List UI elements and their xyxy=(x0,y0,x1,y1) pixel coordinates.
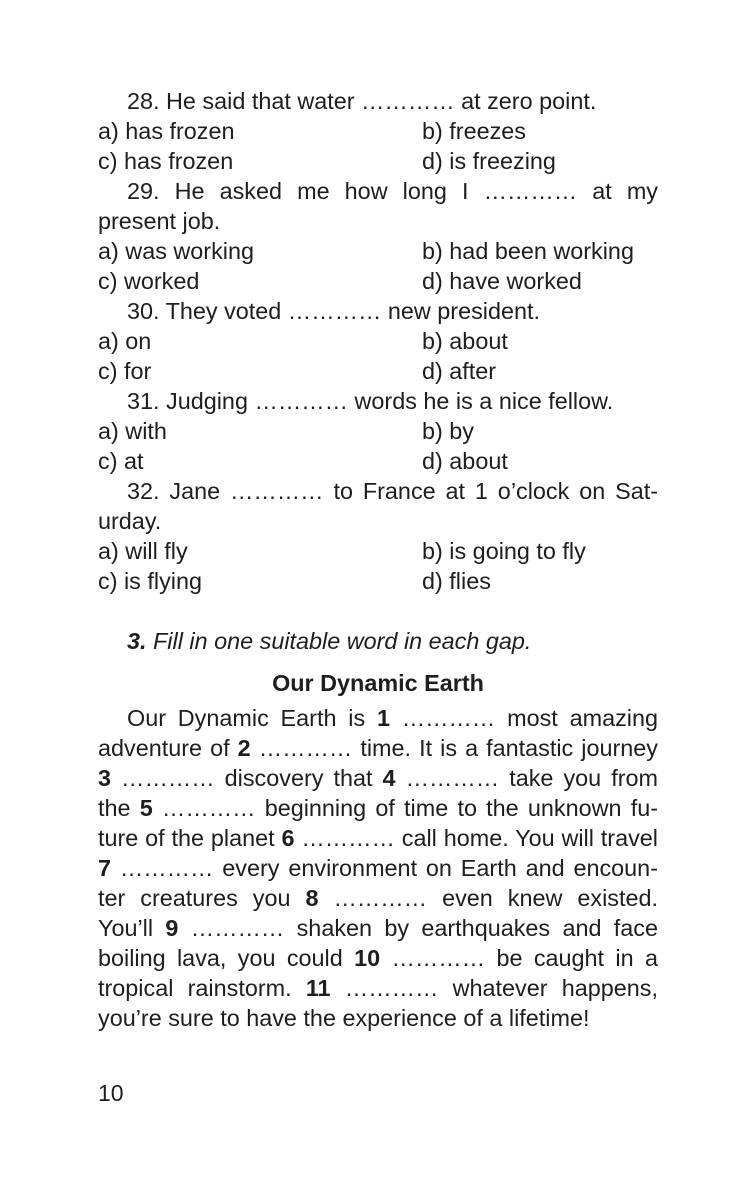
passage-text: ………… take you from the xyxy=(98,765,658,821)
gap-number: 6 xyxy=(281,825,295,851)
page-content xyxy=(98,86,658,1033)
answer-row xyxy=(98,566,658,596)
gap-number: 9 xyxy=(165,915,179,941)
option-c: c) has frozen xyxy=(98,148,234,174)
question-28-text: 28. He said that water ………… at zero point. xyxy=(127,88,597,114)
passage-text: Our Dynamic Earth is xyxy=(127,705,377,731)
passage-text: ………… beginning of time to the unknown future of the planet xyxy=(98,795,658,851)
question-28 xyxy=(98,86,658,176)
passage-text: ………… be caught in a tropical rainstorm. xyxy=(98,945,658,1001)
gap-number: 2 xyxy=(237,735,251,761)
passage-text: ………… every environment on Earth and encounter creatures you xyxy=(98,855,658,911)
question-32-text-line1: 32. Jane ………… to France at 1 o’clock on Sat- xyxy=(127,478,658,504)
question-31-text: 31. Judging ………… words he is a nice fellow. xyxy=(127,388,614,414)
passage-title: Our Dynamic Earth xyxy=(272,670,484,696)
passage-text: ………… even knew existed. You’ll xyxy=(98,885,658,941)
answer-row xyxy=(98,536,658,566)
task-text: Fill in one suitable word in each gap. xyxy=(153,628,532,654)
option-d: d) flies xyxy=(422,568,491,594)
passage-body xyxy=(98,703,658,1033)
gap-number: 1 xyxy=(376,705,390,731)
option-c: c) worked xyxy=(98,268,200,294)
gap-number: 5 xyxy=(139,795,153,821)
passage-text: ………… whatever happens, you’re sure to have the experience of a lifetime! xyxy=(98,975,658,1031)
answer-row xyxy=(98,416,658,446)
option-a: a) was working xyxy=(98,238,254,264)
option-b: b) freezes xyxy=(422,118,527,144)
option-a: a) has frozen xyxy=(98,118,235,144)
passage-text: ………… discovery that xyxy=(111,765,383,791)
option-b: b) by xyxy=(422,418,475,444)
task-instruction xyxy=(98,626,658,656)
gap-number: 8 xyxy=(305,885,319,911)
option-a: a) with xyxy=(98,418,167,444)
option-c: c) at xyxy=(98,448,144,474)
passage xyxy=(98,703,658,1033)
option-a: a) will fly xyxy=(98,538,188,564)
answer-row xyxy=(98,356,658,386)
option-a: a) on xyxy=(98,328,152,354)
gap-number: 10 xyxy=(354,945,381,971)
option-b: b) had been working xyxy=(422,238,634,264)
gap-number: 4 xyxy=(382,765,396,791)
gap-number: 7 xyxy=(98,855,112,881)
option-b: b) is going to fly xyxy=(422,538,586,564)
question-29-text-line1: 29. He asked me how long I ………… at my xyxy=(127,178,658,204)
question-30 xyxy=(98,296,658,386)
question-29-text-line2: present job. xyxy=(98,208,221,234)
option-d: d) after xyxy=(422,358,497,384)
passage-text: ………… call home. You will travel xyxy=(294,825,658,851)
answer-row xyxy=(98,446,658,476)
answer-row xyxy=(98,266,658,296)
passage-text: ………… shaken by earthquakes and face boiling lava, you could xyxy=(98,915,658,971)
option-d: d) about xyxy=(422,448,508,474)
gap-number: 3 xyxy=(98,765,112,791)
page-number: 10 xyxy=(98,1080,124,1106)
task-number: 3. xyxy=(127,628,147,654)
option-b: b) about xyxy=(422,328,508,354)
question-29 xyxy=(98,176,658,296)
option-d: d) have worked xyxy=(422,268,582,294)
question-32 xyxy=(98,476,658,596)
passage-text: ………… time. It is a fantastic journey xyxy=(250,735,659,761)
passage-text: ………… most amazing adventure of xyxy=(98,705,658,761)
gap-number: 11 xyxy=(305,975,331,1001)
answer-row xyxy=(98,146,658,176)
option-c: c) is flying xyxy=(98,568,202,594)
question-31 xyxy=(98,386,658,476)
answer-row xyxy=(98,236,658,266)
answer-row xyxy=(98,116,658,146)
question-32-text-line2: urday. xyxy=(98,508,162,534)
option-c: c) for xyxy=(98,358,152,384)
answer-row xyxy=(98,326,658,356)
option-d: d) is freezing xyxy=(422,148,556,174)
question-30-text: 30. They voted ………… new president. xyxy=(127,298,541,324)
